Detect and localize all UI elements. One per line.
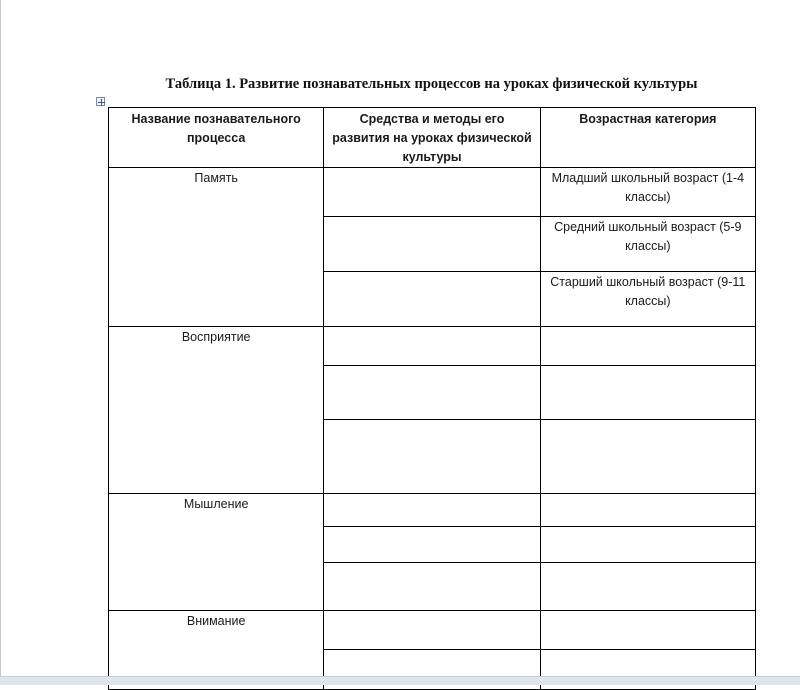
age-cell[interactable] [540,611,755,650]
age-cell[interactable] [540,420,755,494]
age-cell[interactable] [540,366,755,420]
methods-cell[interactable] [324,327,540,366]
methods-cell[interactable] [324,527,540,563]
age-cell[interactable] [540,527,755,563]
methods-cell[interactable] [324,611,540,650]
header-age-category[interactable]: Возрастная категория [540,108,755,168]
page-edge [0,0,1,684]
table-row [109,494,756,527]
processes-table [108,107,756,690]
table-caption: Таблица 1. Развитие познавательных процессов на уроках физической культуры [165,76,698,92]
process-name-cell[interactable]: Внимание [109,611,324,690]
methods-cell[interactable] [324,563,540,611]
age-cell[interactable] [540,494,755,527]
table-row [109,611,756,650]
methods-cell[interactable] [324,168,540,217]
methods-cell[interactable] [324,494,540,527]
age-cell[interactable]: Старший школьный возраст (9-11 классы) [540,272,755,327]
header-methods[interactable]: Средства и методы его развития на уроках физической культуры [324,108,540,168]
process-name-cell[interactable]: Мышление [109,494,324,611]
age-cell[interactable] [540,563,755,611]
process-name-cell[interactable]: Восприятие [109,327,324,494]
methods-cell[interactable] [324,366,540,420]
table-move-handle-icon[interactable] [96,97,105,106]
methods-cell[interactable] [324,217,540,272]
methods-cell[interactable] [324,420,540,494]
table-row [109,327,756,366]
process-name-cell[interactable]: Память [109,168,324,327]
table-row [109,168,756,217]
age-cell[interactable]: Средний школьный возраст (5-9 классы) [540,217,755,272]
age-cell[interactable]: Младший школьный возраст (1-4 классы) [540,168,755,217]
methods-cell[interactable] [324,272,540,327]
header-process-name[interactable]: Название познавательного процесса [109,108,324,168]
age-cell[interactable] [540,327,755,366]
header-row [109,108,756,168]
